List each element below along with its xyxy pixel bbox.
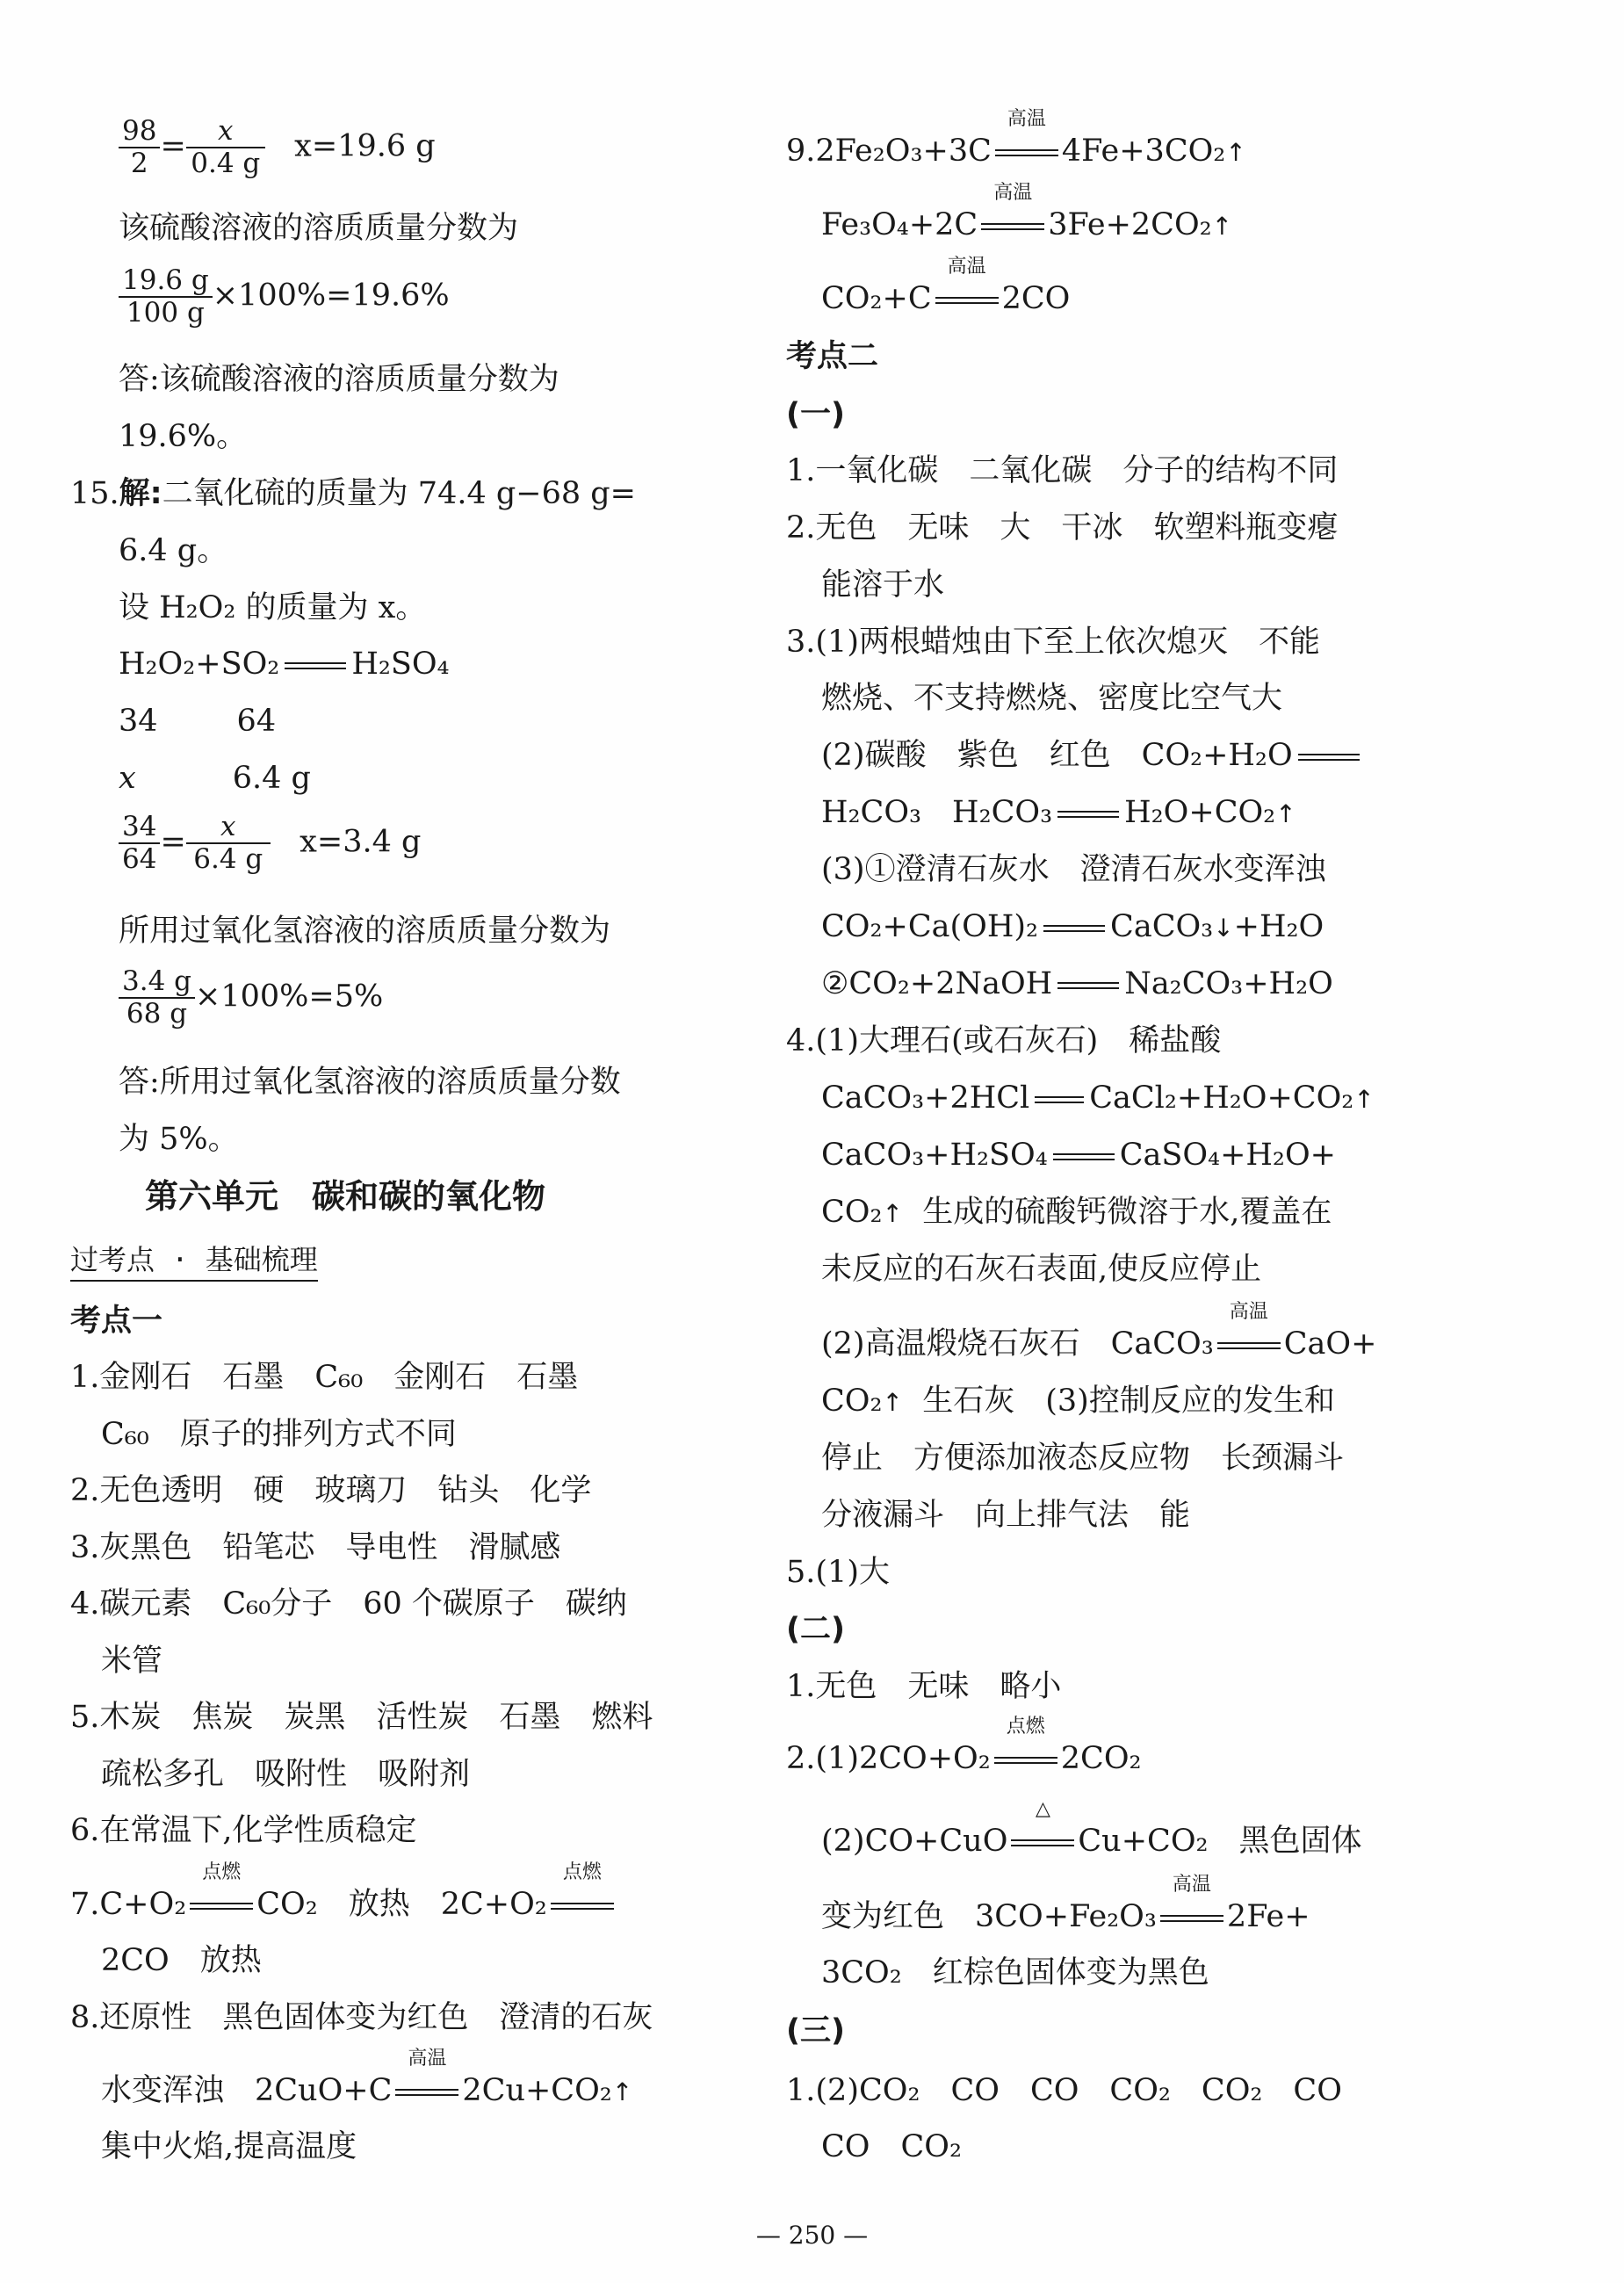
text-line: 能溶于水 <box>821 567 945 603</box>
text-line: 3.(1)两根蜡烛由下至上依次熄灭 不能 <box>786 625 1320 660</box>
fraction-eq-3: $\frac{34}{64}$ = $\frac{x}{6.4 g}$ x=3.4 g <box>119 812 421 875</box>
val: 34 <box>119 704 158 739</box>
text: ②CO₂+2NaOH <box>821 966 1053 1001</box>
text: Fe₃O₄+2C <box>821 207 978 242</box>
kaodian-1: 考点一 <box>70 1304 163 1339</box>
text: 2.(1)2CO+O₂ <box>786 1741 991 1776</box>
text: H₂CO₃ H₂CO₃ <box>821 795 1053 830</box>
condition: 点燃 <box>202 1861 242 1883</box>
text: CaCO₃ <box>1110 909 1214 944</box>
equation-line <box>821 1079 1375 1119</box>
num: 98 <box>119 116 160 148</box>
equation-line <box>821 907 1324 948</box>
subsection: (三) <box>786 2013 845 2048</box>
equation-9c <box>821 256 1071 318</box>
equation-line <box>821 964 1333 1003</box>
text: CO₂ 放热 2C+O₂ <box>256 1887 547 1922</box>
text-line: 停止 方便添加液态反应物 长颈漏斗 <box>821 1441 1345 1476</box>
text-line: (3)①澄清石灰水 澄清石灰水变浑浊 <box>821 852 1326 887</box>
equation-line <box>821 1798 1362 1860</box>
condition: △ <box>1035 1798 1050 1820</box>
text: CaCl₂+H₂O+CO₂ <box>1089 1080 1354 1116</box>
fraction-eq-2 <box>119 265 450 329</box>
num: 19.6 g <box>119 265 213 298</box>
text: H₂O+CO₂ <box>1124 795 1276 830</box>
precipitate-arrow-icon: ↓ <box>1213 914 1234 943</box>
ratio-row <box>119 702 276 741</box>
text-line: 5.木炭 焦炭 炭黑 活性炭 石墨 燃料 <box>70 1700 653 1735</box>
text-line: 6.4 g。 <box>119 533 228 568</box>
text: CaO+ <box>1283 1326 1377 1362</box>
den: 100 g <box>126 297 205 329</box>
equation-line <box>821 1136 1336 1174</box>
equation-line <box>821 793 1296 834</box>
condition: 高温 <box>993 182 1033 204</box>
condition: 高温 <box>408 2048 447 2070</box>
fraction-eq-4 <box>119 966 383 1030</box>
text-line: 答:所用过氧化氢溶液的溶质质量分数 <box>119 1065 621 1100</box>
text: CO₂ <box>821 1384 883 1419</box>
text: 生成的硫酸钙微溶于水,覆盖在 <box>922 1195 1332 1230</box>
text-line: 设 H₂O₂ 的质量为 x。 <box>119 590 427 625</box>
text-line: 1.(2)CO₂ CO CO CO₂ CO₂ CO <box>786 2073 1342 2108</box>
subsection: (一) <box>786 397 845 432</box>
gas-arrow-icon: ↑ <box>1225 138 1246 167</box>
ratio-row <box>119 759 311 798</box>
text-line: 2.无色透明 硬 玻璃刀 钻头 化学 <box>70 1473 592 1508</box>
condition: 高温 <box>1007 108 1046 130</box>
text: 7.C+O₂ <box>70 1887 187 1922</box>
text: 二氧化硫的质量为 74.4 g−68 g= <box>162 476 636 511</box>
text-line: 3.灰黑色 铅笔芯 导电性 滑腻感 <box>70 1530 561 1565</box>
subsection: (二) <box>786 1612 845 1647</box>
section-label: 过考点 · 基础梳理 <box>70 1243 318 1282</box>
text-line: 答:该硫酸溶液的溶质质量分数为 <box>119 362 559 397</box>
text-line: 2CO 放热 <box>101 1943 262 1978</box>
den: 68 g <box>126 998 188 1030</box>
text: (2)碳酸 紫色 红色 CO₂+H₂O <box>821 738 1293 773</box>
text: 2CO₂ <box>1060 1741 1142 1776</box>
text-line: CO CO₂ <box>821 2129 962 2164</box>
equation-line <box>786 1716 1142 1778</box>
result: x=3.4 g <box>300 824 422 860</box>
text: Na₂CO₃+H₂O <box>1124 966 1333 1001</box>
num: 3.4 g <box>119 966 195 999</box>
condition: 点燃 <box>562 1861 602 1883</box>
text: (2)高温煅烧石灰石 CaCO₃ <box>821 1326 1214 1362</box>
text: 2CO <box>1001 281 1071 316</box>
page-number: — 250 — <box>755 2221 869 2250</box>
val: x <box>119 761 136 796</box>
den: 64 <box>122 843 157 875</box>
text: 2Fe+ <box>1226 1899 1310 1934</box>
text: CaCO₃+2HCl <box>821 1080 1030 1116</box>
question-15 <box>70 474 636 513</box>
text-line: 未反应的石灰石表面,使反应停止 <box>821 1252 1262 1287</box>
text-line: 4.(1)大理石(或石灰石) 稀盐酸 <box>786 1023 1222 1058</box>
text: CO₂+Ca(OH)₂ <box>821 909 1039 944</box>
condition: 高温 <box>1172 1874 1211 1896</box>
unit-title: 第六单元 碳和碳的氧化物 <box>145 1177 546 1216</box>
text-line: 分液漏斗 向上排气法 能 <box>821 1498 1191 1533</box>
text-line: 该硫酸溶液的溶质质量分数为 <box>119 211 519 246</box>
gas-arrow-icon: ↑ <box>611 2077 633 2106</box>
den: 0.4 g <box>191 148 261 179</box>
text: 生石灰 (3)控制反应的发生和 <box>922 1384 1335 1419</box>
reactants: H₂O₂+SO₂ <box>119 647 280 682</box>
text: 水变浑浊 2CuO+C <box>101 2073 393 2108</box>
text: 2Cu+CO₂ <box>462 2073 612 2108</box>
q-number: 15. <box>70 476 119 511</box>
text-line: 集中火焰,提高温度 <box>101 2129 357 2164</box>
text-line: 燃烧、不支持燃烧、密度比空气大 <box>821 681 1283 716</box>
condition: 点燃 <box>1006 1716 1045 1738</box>
equation-line <box>821 1301 1377 1363</box>
text: (2)CO+CuO <box>821 1824 1008 1859</box>
equation-8 <box>101 2048 633 2112</box>
text: 4Fe+3CO₂ <box>1061 134 1226 169</box>
text-line: 米管 <box>101 1644 163 1679</box>
text: 9.2Fe₂O₃+3C <box>786 134 992 169</box>
text-line: 1.金刚石 石墨 C₆₀ 金刚石 石墨 <box>70 1360 579 1395</box>
equation-9a <box>786 108 1246 172</box>
num: x <box>186 812 271 844</box>
result: x=19.6 g <box>294 128 436 164</box>
text: CO₂+C <box>821 281 932 316</box>
gas-arrow-icon: ↑ <box>1353 1085 1375 1114</box>
gas-arrow-icon: ↑ <box>882 1388 903 1417</box>
text: Cu+CO₂ 黑色固体 <box>1078 1824 1362 1859</box>
products: H₂SO₄ <box>351 647 450 682</box>
equation-line <box>821 1382 1335 1422</box>
section-header <box>70 1240 318 1279</box>
solve-label: 解: <box>119 476 162 511</box>
equation-line <box>821 1193 1332 1233</box>
den: 6.4 g <box>193 843 263 875</box>
text: 3Fe+2CO₂ <box>1048 207 1212 242</box>
text: CaCO₃+H₂SO₄ <box>821 1138 1048 1173</box>
kaodian-2: 考点二 <box>786 339 879 374</box>
text-line: 疏松多孔 吸附性 吸附剂 <box>101 1757 471 1792</box>
text: CO₂ <box>821 1195 883 1230</box>
fraction-eq-1: $\frac{98}{2}$ = $\frac{x}{0.4 g}$ x=19.6 g <box>119 116 436 179</box>
text-line: 4.碳元素 C₆₀分子 60 个碳原子 碳纳 <box>70 1586 627 1622</box>
text-line: 8.还原性 黑色固体变为红色 澄清的石灰 <box>70 2000 653 2035</box>
gas-arrow-icon: ↑ <box>1275 799 1296 828</box>
equation-line <box>821 736 1365 775</box>
result: ×100%=5% <box>195 979 384 1015</box>
text-line: 所用过氧化氢溶液的溶质质量分数为 <box>119 914 611 949</box>
val: 64 <box>236 704 277 739</box>
text: CaSO₄+H₂O+ <box>1119 1138 1336 1173</box>
text-line: 为 5%。 <box>119 1122 239 1157</box>
val: 6.4 g <box>232 761 311 796</box>
equation-line <box>821 1874 1310 1936</box>
den: 2 <box>130 148 148 179</box>
equation <box>119 645 450 683</box>
text-line: 3CO₂ 红棕色固体变为黑色 <box>821 1955 1209 1990</box>
text-line: 19.6%。 <box>119 419 248 454</box>
equation-9b <box>821 182 1233 246</box>
text-line: 1.无色 无味 略小 <box>786 1669 1062 1704</box>
condition: 高温 <box>947 256 986 278</box>
text-line: 2.无色 无味 大 干冰 软塑料瓶变瘪 <box>786 510 1339 545</box>
text: +H₂O <box>1233 909 1324 944</box>
equation-7 <box>70 1861 617 1924</box>
text-line: 1.一氧化碳 二氧化碳 分子的结构不同 <box>786 453 1339 488</box>
condition: 高温 <box>1229 1301 1268 1323</box>
text-line: 6.在常温下,化学性质稳定 <box>70 1813 417 1848</box>
text: 变为红色 3CO+Fe₂O₃ <box>821 1899 1157 1934</box>
text-line: C₆₀ 原子的排列方式不同 <box>101 1417 457 1452</box>
result: ×100%=19.6% <box>212 278 450 314</box>
gas-arrow-icon: ↑ <box>1211 212 1233 241</box>
text-line: 5.(1)大 <box>786 1555 890 1590</box>
num: x <box>186 116 265 148</box>
num: 34 <box>119 812 160 844</box>
gas-arrow-icon: ↑ <box>882 1199 903 1228</box>
